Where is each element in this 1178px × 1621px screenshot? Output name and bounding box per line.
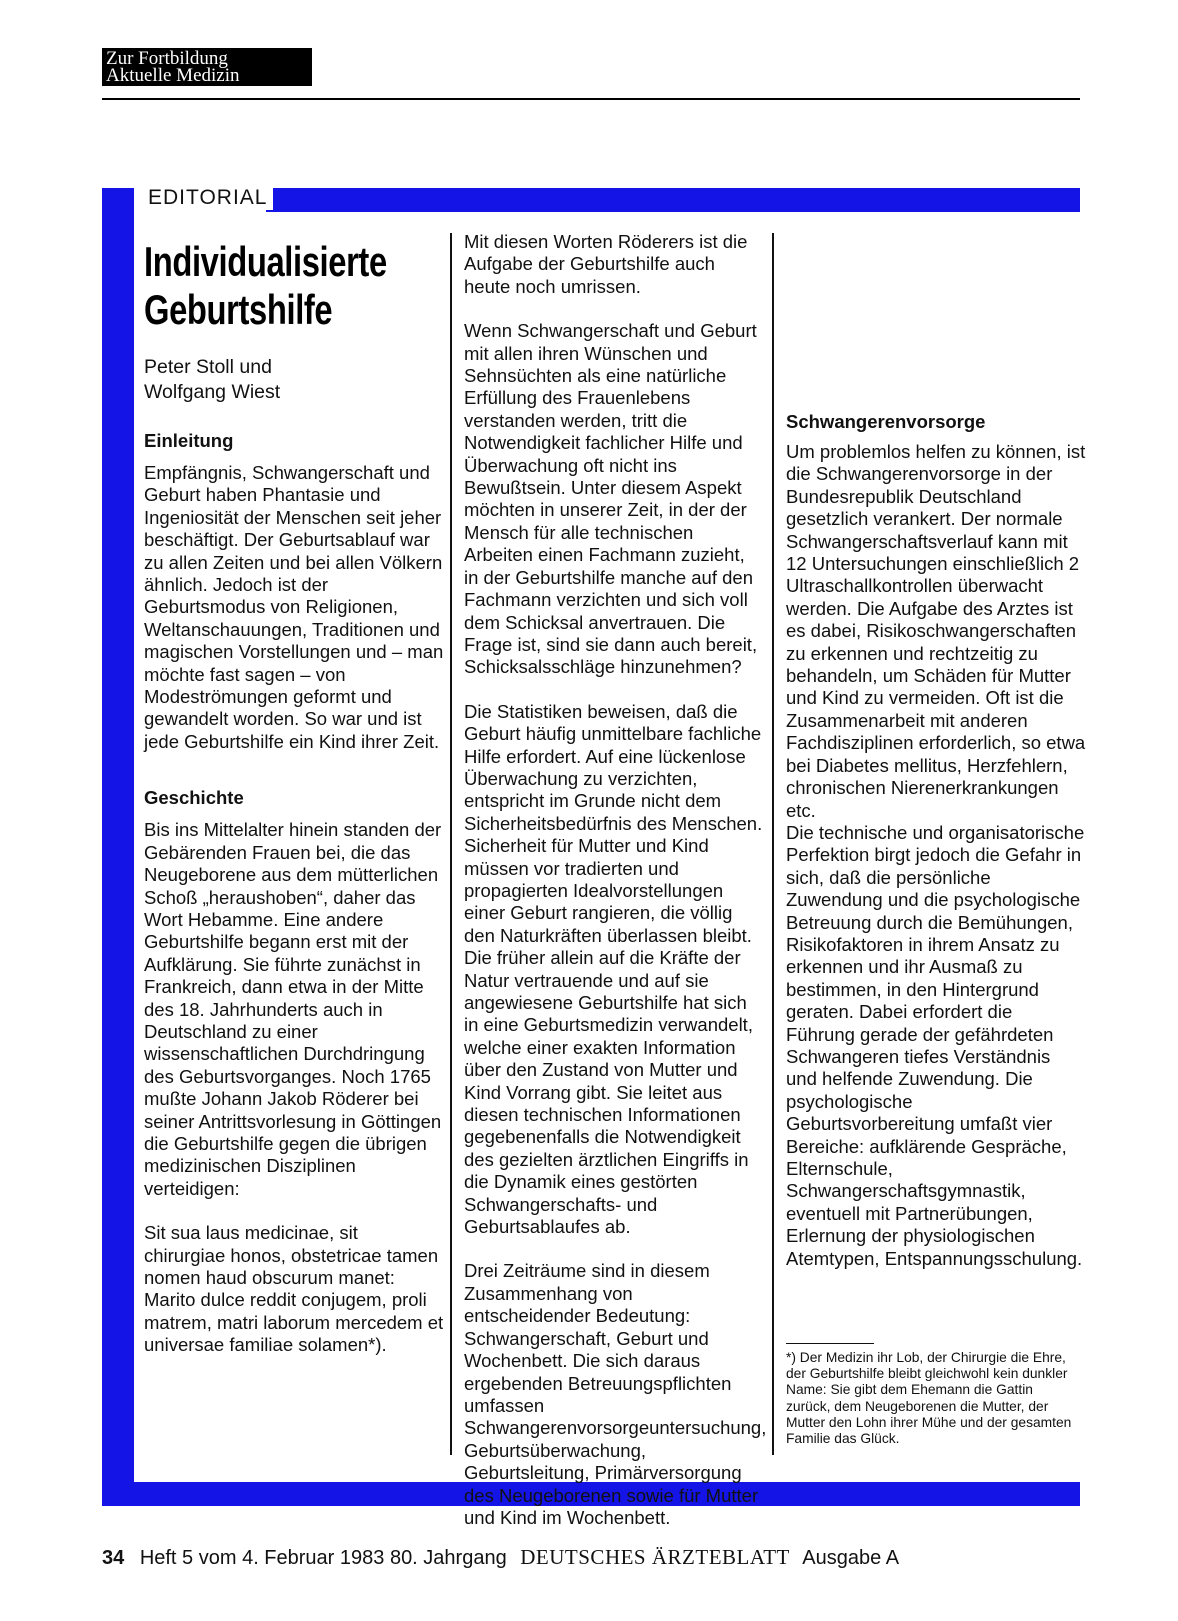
- author-line-1: Peter Stoll und: [144, 356, 272, 378]
- paragraph-technisch: Die technische und organisatorische Perfektion birgt jedoch die Gefahr in sich, daß die persönliche Zuwendung und die psychologische Betreuung durch die Bemühungen, Risikofaktoren in ihrem Ansatz zu erkennen und ihr Ausmaß zu bestimmen, in den Hintergrund geraten. Dabei erfordert die Führung gerade der gefährdeten Schwangeren tiefes Verständnis und helfende Zuwendung. Die psychologische Geburtsvorbereitung umfaßt vier Bereiche: aufklärende Gespräche, Elternschule, Schwangerschaftsgymnastik, eventuell mit Partnerübungen, Erlernung der physiologischen Atemtypen, Entspannungsschulung.: [786, 821, 1085, 1269]
- page-footer: [102, 1545, 899, 1570]
- heading-geschichte: Geschichte: [144, 787, 244, 809]
- section-label: EDITORIAL: [148, 186, 273, 210]
- footnote: *) Der Medizin ihr Lob, der Chirurgie die Ehre, der Geburtshilfe bleibt gleichwohl kein dunkler Name: Sie gibt dem Ehemann die Gattin zurück, dem Neugeborenen die Mutter, der Mutter den Lohn ihrer Mühe und der gesamten Familie das Glück.: [786, 1350, 1072, 1447]
- series-line-2: Aktuelle Medizin: [106, 65, 240, 86]
- authors: [144, 355, 280, 405]
- column-3: [786, 231, 1086, 1270]
- paragraph-roederer: Mit diesen Worten Röderers ist die Aufgabe der Geburtshilfe auch heute noch umrissen.: [464, 231, 748, 297]
- column-1: [144, 430, 444, 1357]
- series-line-1: Zur Fortbildung: [106, 48, 228, 69]
- series-label-box: [102, 48, 312, 86]
- title-line-2: Geburtshilfe: [144, 286, 333, 333]
- heading-einleitung: Einleitung: [144, 430, 234, 451]
- issue-info: Heft 5 vom 4. Februar 1983 80. Jahrgang: [139, 1547, 507, 1569]
- paragraph-statistiken: Die Statistiken beweisen, daß die Geburt häufig unmittelbare fachliche Hilfe erfordert. Auf eine lückenlose Überwachung zu verzichten, entspricht im Grunde nicht dem Sicherheitsbedürfnis des Menschen. Sicherheit für Mutter und Kind müssen vor tradierten und propagierten Idealvorstellungen einer Geburt rangieren, die völlig den Naturkräften überlassen bleibt. Die früher allein auf die Kräfte der Natur vertrauende und auf sie angewiesene Geburtshilfe hat sich in eine Geburtsmedizin verwandelt, welche einer exakten Information über den Zustand von Mutter und Kind Vorrang gibt. Sie leitet aus diesen technischen Informationen gegebenenfalls die Notwendigkeit des gezielten ärztlichen Eingriffs in die Dynamik eines gestörten Schwangerschafts- und Geburtsablaufes ab.: [464, 700, 763, 1238]
- paragraph-drei-zeitraeume: Drei Zeiträume sind in diesem Zusammenhang von entscheidender Bedeutung: Schwangerschaft, Geburt und Wochenbett. Die sich daraus ergebenden Betreuungspflichten umfassen Schwangerenvorsorgeuntersuchung, Geburtsüberwachung, Geburtsleitung, Primärversorgung des Neugeborenen sowie für Mutter und Kind im Wochenbett.: [464, 1260, 767, 1528]
- header-rule: [102, 98, 1080, 100]
- paragraph-wenn: Wenn Schwangerschaft und Geburt mit allen ihren Wünschen und Sehnsüchten als eine natürliche Erfüllung des Frauenlebens verstanden werden, tritt die Notwendigkeit fachlicher Hilfe und Überwachung oft nicht ins Bewußtsein. Unter diesem Aspekt möchten in unserer Zeit, in der der Mensch für alle technischen Arbeiten einen Fachmann zuzieht, in der Geburtshilfe manche auf den Fachmann verzichten und sich voll dem Schicksal anvertrauen. Die Frage ist, sind sie dann auch bereit, Schicksalsschläge hinzunehmen?: [464, 320, 758, 678]
- page-number: 34: [102, 1547, 125, 1569]
- title-line-1: Individualisierte: [144, 238, 387, 285]
- article-title: [144, 238, 387, 334]
- blue-frame-top: [266, 188, 1080, 212]
- journal-name: DEUTSCHES ÄRZTEBLATT: [520, 1545, 790, 1569]
- column-2: [464, 231, 767, 1529]
- paragraph-vorsorge: Um problemlos helfen zu können, ist die Schwangerenvorsorge in der Bundesrepublik Deutschland gesetzlich verankert. Der normale Schwangerschaftsverlauf kann mit 12 Untersuchungen einschließlich 2 Ultraschallkontrollen überwacht werden. Die Aufgabe des Arztes ist es dabei, Risikoschwangerschaften zu erkennen und rechtzeitig zu behandeln, um Schäden für Mutter und Kind zu vermeiden. Oft ist die Zusammenarbeit mit anderen Fachdisziplinen erforderlich, so etwa bei Diabetes mellitus, Herzfehlern, chronischen Nierenerkrankungen etc.: [786, 441, 1086, 821]
- edition: Ausgabe A: [802, 1547, 900, 1569]
- paragraph-latin-quote: Sit sua laus medicinae, sit chirurgiae honos, obstetricae tamen nomen haud obscurum manet: Marito dulce reddit conjugem, proli matrem, matri laborum mercedem et universae familiae solamen*).: [144, 1222, 444, 1356]
- column-divider-2: [772, 233, 774, 1455]
- heading-schwangerenvorsorge: Schwangerenvorsorge: [786, 411, 986, 432]
- blue-frame-left: [102, 188, 134, 1506]
- paragraph-einleitung: Empfängnis, Schwangerschaft und Geburt haben Phantasie und Ingeniosität der Menschen seit jeher beschäftigt. Der Geburtsablauf war zu allen Zeiten und bei allen Völkern ähnlich. Jedoch ist der Geburtsmodus von Religionen, Weltanschauungen, Traditionen und magischen Vorstellungen und – man möchte fast sagen – von Modeströmungen geformt und gewandelt worden. So war und ist jede Geburtshilfe ein Kind ihrer Zeit.: [144, 462, 444, 752]
- author-line-2: Wolfgang Wiest: [144, 381, 281, 403]
- column-divider-1: [450, 233, 452, 1455]
- footnote-rule: [786, 1343, 874, 1344]
- paragraph-geschichte: Bis ins Mittelalter hinein standen der Gebärenden Frauen bei, die das Neugeborene aus dem mütterlichen Schoß „heraushoben“, daher das Wort Hebamme. Eine andere Geburtshilfe begann erst mit der Aufklärung. Sie führte zunächst in Frankreich, dann etwa in der Mitte des 18. Jahrhunderts auch in Deutschland zu einer wissenschaftlichen Durchdringung des Geburtsvorganges. Noch 1765 mußte Johann Jakob Röderer bei seiner Antrittsvorlesung in Göttingen die Geburtshilfe gegen die übrigen medizinischen Disziplinen verteidigen:: [144, 819, 442, 1199]
